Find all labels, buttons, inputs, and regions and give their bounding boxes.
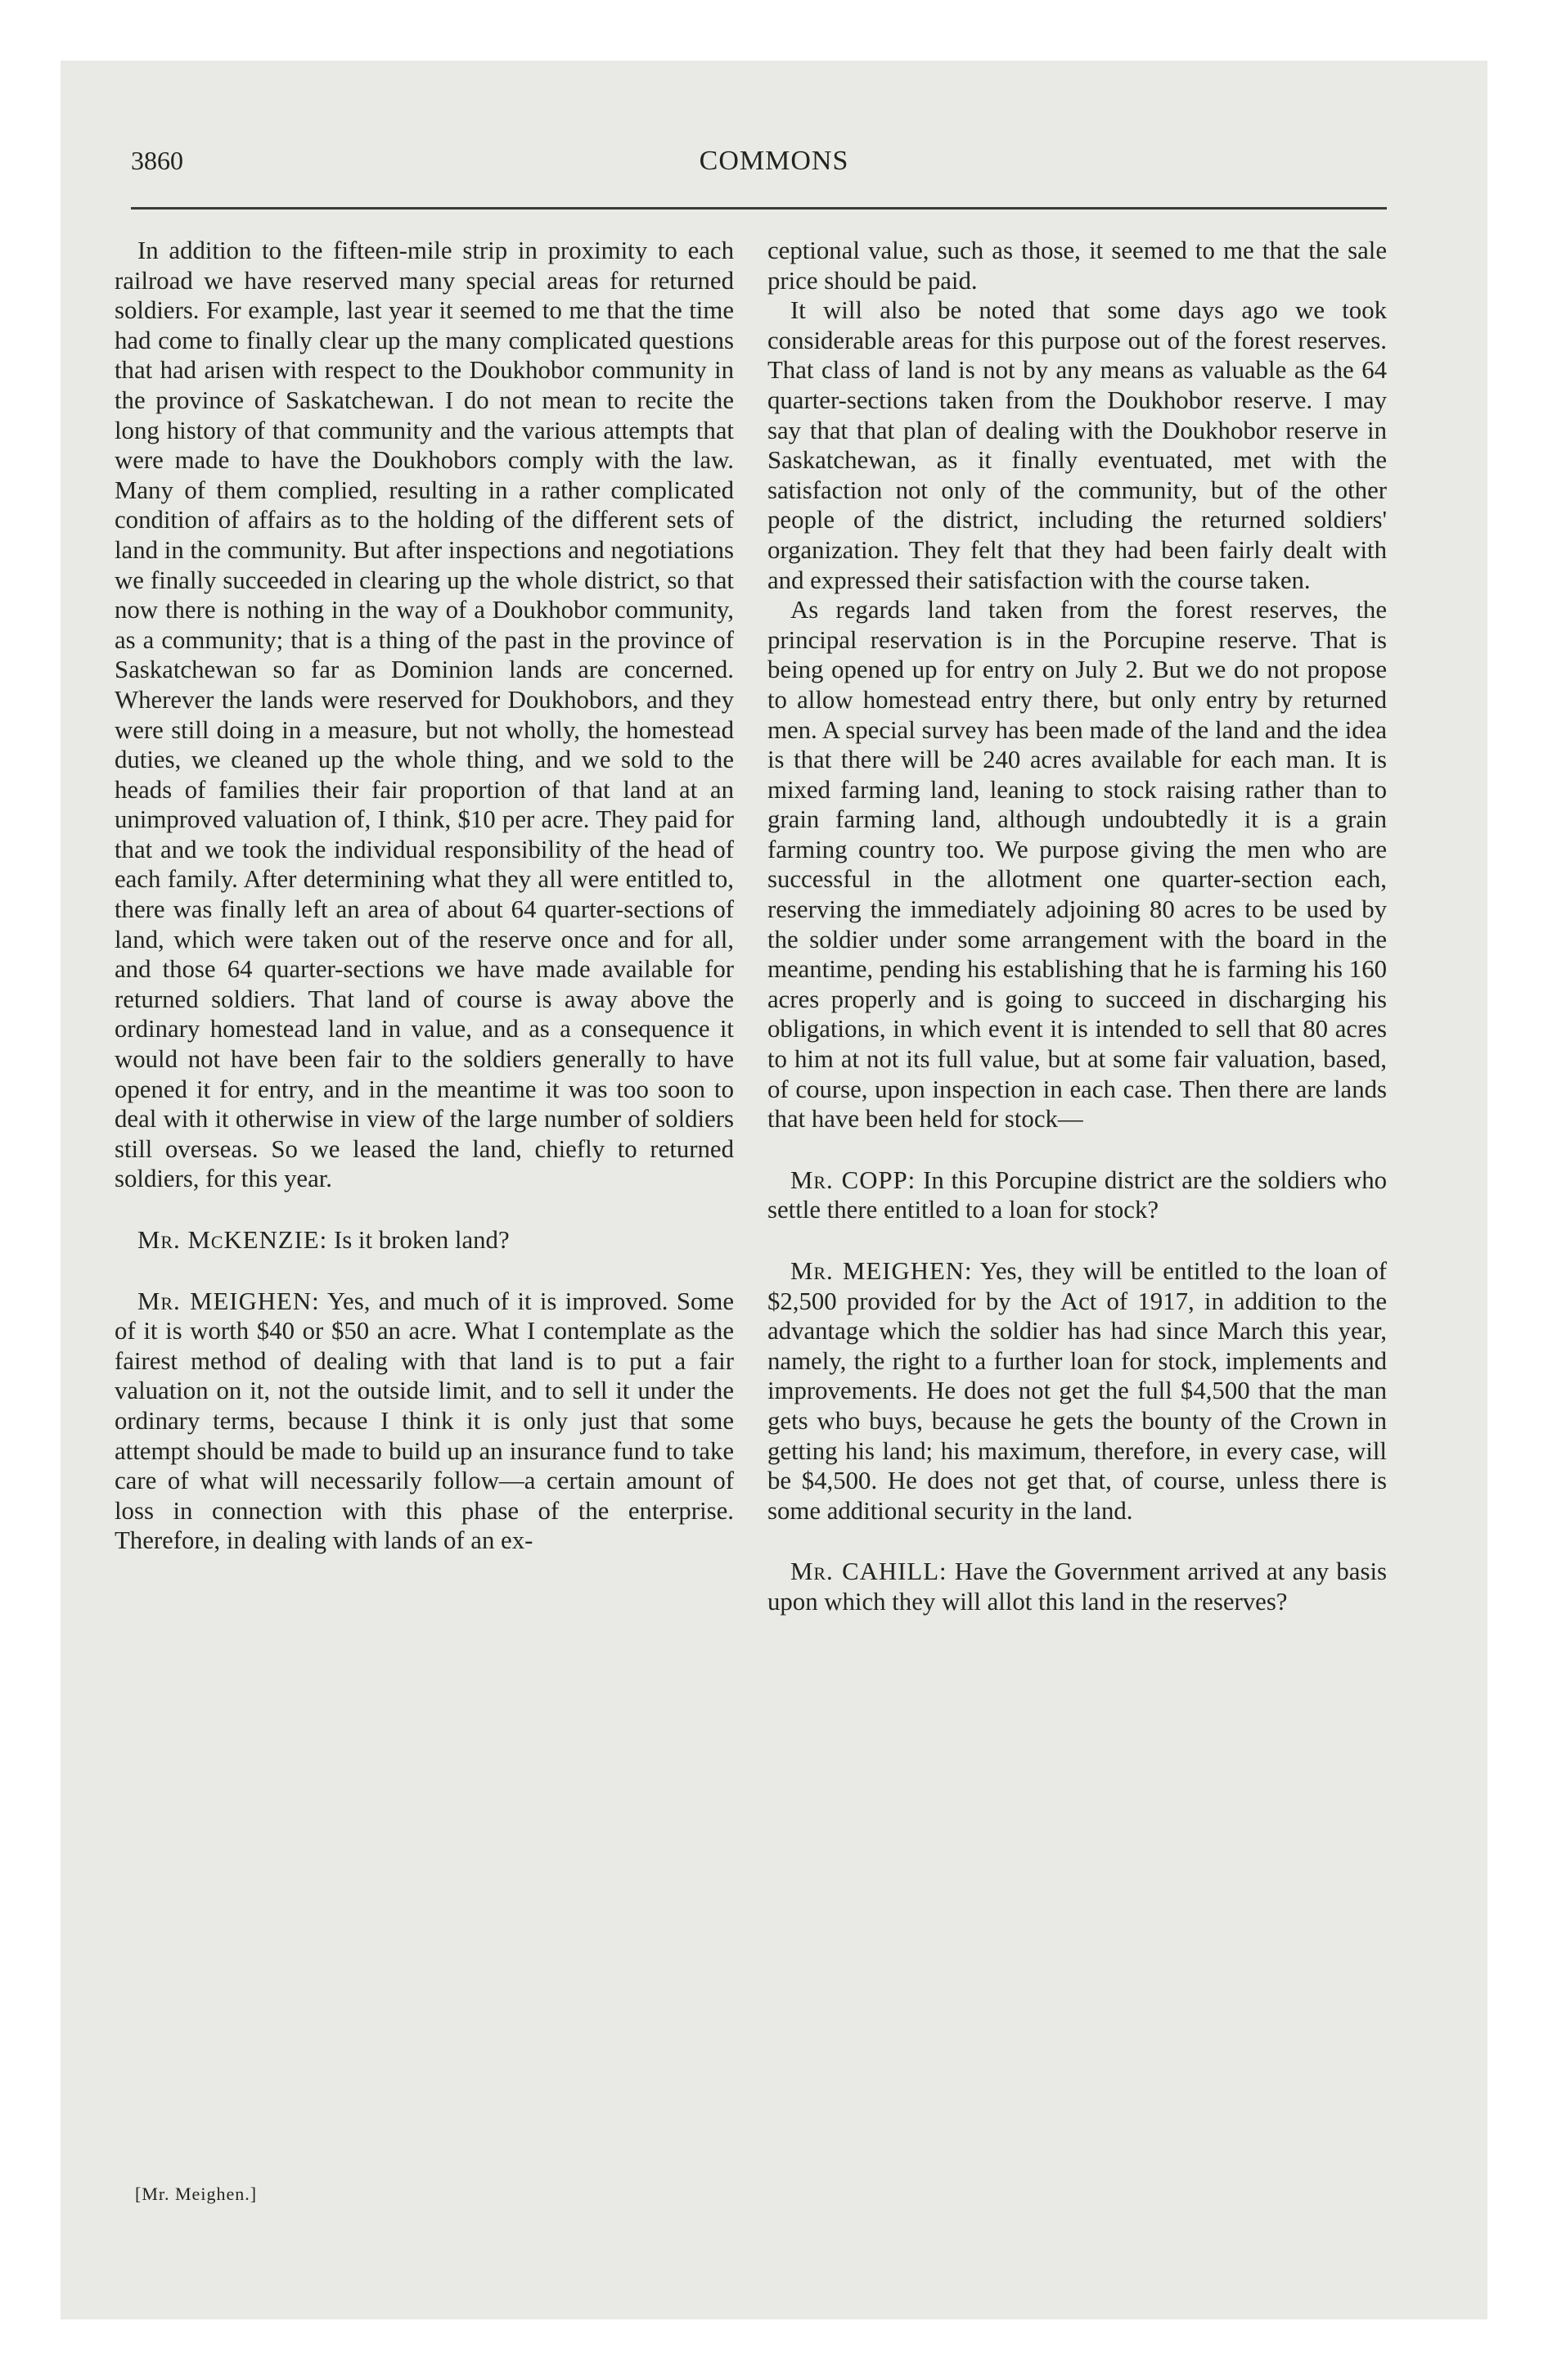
- speaker-name: Mr. CAHILL:: [790, 1557, 947, 1586]
- speaker-name: Mr. MEIGHEN:: [790, 1257, 973, 1285]
- speech-paragraph: [115, 1225, 734, 1255]
- speech-paragraph: [115, 1287, 734, 1556]
- speech-paragraph: [767, 1557, 1387, 1616]
- speech-text: Yes, and much of it is improved. Some of it is worth $40 or $50 an acre. What I contemplate as the fairest method of dealing with that land is to put a fair valuation on it, not the outside limit, and to sell it under the ordinary terms, because I think it is only just that some attempt should be made to build up an insurance fund to take care of what will necessarily follow—a certain amount of loss in connection with this phase of the enterprise. Therefore, in dealing with lands of an ex-: [115, 1287, 735, 1555]
- speech-text: In this Porcupine district are the soldiers who settle there entitled to a loan for stock?: [767, 1165, 1387, 1224]
- running-head: COMMONS: [699, 146, 849, 176]
- speaker-name: Mr. COPP:: [790, 1165, 916, 1194]
- footer-speaker-note: [Mr. Meighen.]: [135, 2184, 258, 2204]
- speaker-name: Mr. MEIGHEN:: [137, 1287, 320, 1315]
- speech-text: Have the Government arrived at any basis upon which they will allot this land in the reserves?: [767, 1557, 1387, 1616]
- header-rule: [131, 207, 1387, 210]
- paragraph: It will also be noted that some days ago we took considerable areas for this purpose out of the forest reserves. That class of land is not by any means as valuable as the 64 quarter-sections taken from the Doukhobor reserve. I may say that that plan of dealing with the Doukhobor reserve in Saskatchewan, as it finally eventuated, met with the satisfaction not only of the community, but of the other people of the district, including the returned soldiers' organization. They felt that they had been fairly dealt with and expressed their satisfaction with the course taken.: [767, 296, 1387, 594]
- right-column: [767, 236, 1387, 1617]
- page-number: 3860: [131, 146, 183, 175]
- paragraph: As regards land taken from the forest reserves, the principal reservation is in the Porcupine reserve. That is being opened up for entry on July 2. But we do not propose to allow homestead entry there, but only entry by returned men. A special survey has been made of the land and the idea is that there will be 240 acres available for each man. It is mixed farming land, leaning to stock raising rather than to grain farming land, although undoubtedly it is a grain farming country too. We purpose giving the men who are successful in the allotment one quarter-section each, reserving the immediately adjoining 80 acres to be used by the soldier under some arrangement with the board in the meantime, pending his establishing that he is farming his 160 acres properly and is going to succeed in discharging his obligations, in which event it is intended to sell that 80 acres to him at not its full value, but at some fair valuation, based, of course, upon inspection in each case. Then there are lands that have been held for stock—: [767, 596, 1387, 1134]
- speaker-name: Mr. McKENZIE:: [137, 1226, 328, 1254]
- speech-text: Is it broken land?: [333, 1226, 510, 1254]
- paragraph-continued: ceptional value, such as those, it seemed to me that the sale price should be paid.: [767, 237, 1387, 295]
- paragraph: In addition to the fifteen-mile strip in proximity to each railroad we have reserved many special areas for returned soldiers. For example, last year it seemed to me that the time had come to finally clear up the many complicated questions that had arisen with respect to the Doukhobor community in the province of Saskatchewan. I do not mean to recite the long history of that community and the various attempts that were made to have the Doukhobors comply with the law. Many of them complied, resulting in a rather complicated condition of affairs as to the holding of the different sets of land in the community. But after inspections and negotiations we finally succeeded in clearing up the whole district, so that now there is nothing in the way of a Doukhobor community, as a community; that is a thing of the past in the province of Saskatchewan so far as Dominion lands are concerned. Wherever the lands were reserved for Doukhobors, and they were still doing in a measure, but not wholly, the homestead duties, we cleaned up the whole thing, and we sold to the heads of families their fair proportion of that land at an unimproved valuation of, I think, $10 per acre. They paid for that and we took the individual responsibility of the head of each family. After determining what they all were entitled to, there was finally left an area of about 64 quarter-sections of land, which were taken out of the reserve once and for all, and those 64 quarter-sections we have made available for returned soldiers. That land of course is away above the ordinary homestead land in value, and as a consequence it would not have been fair to the soldiers generally to have opened it for entry, and in the meantime it was too soon to deal with it otherwise in view of the large number of soldiers still overseas. So we leased the land, chiefly to returned soldiers, for this year.: [115, 237, 734, 1193]
- speech-paragraph: [767, 1256, 1387, 1526]
- speech-paragraph: [767, 1165, 1387, 1225]
- speech-text: Yes, they will be entitled to the loan of $2,500 provided for by the Act of 1917, in addition to the advantage which the soldier has had since March this year, namely, the right to a further loan for stock, implements and improvements. He does not get the full $4,500 that the man gets who buys, because he gets the bounty of the Crown in getting his land; his maximum, therefore, in every case, will be $4,500. He does not get that, of course, unless there is some additional security in the land.: [767, 1257, 1388, 1525]
- left-column: [115, 236, 734, 1556]
